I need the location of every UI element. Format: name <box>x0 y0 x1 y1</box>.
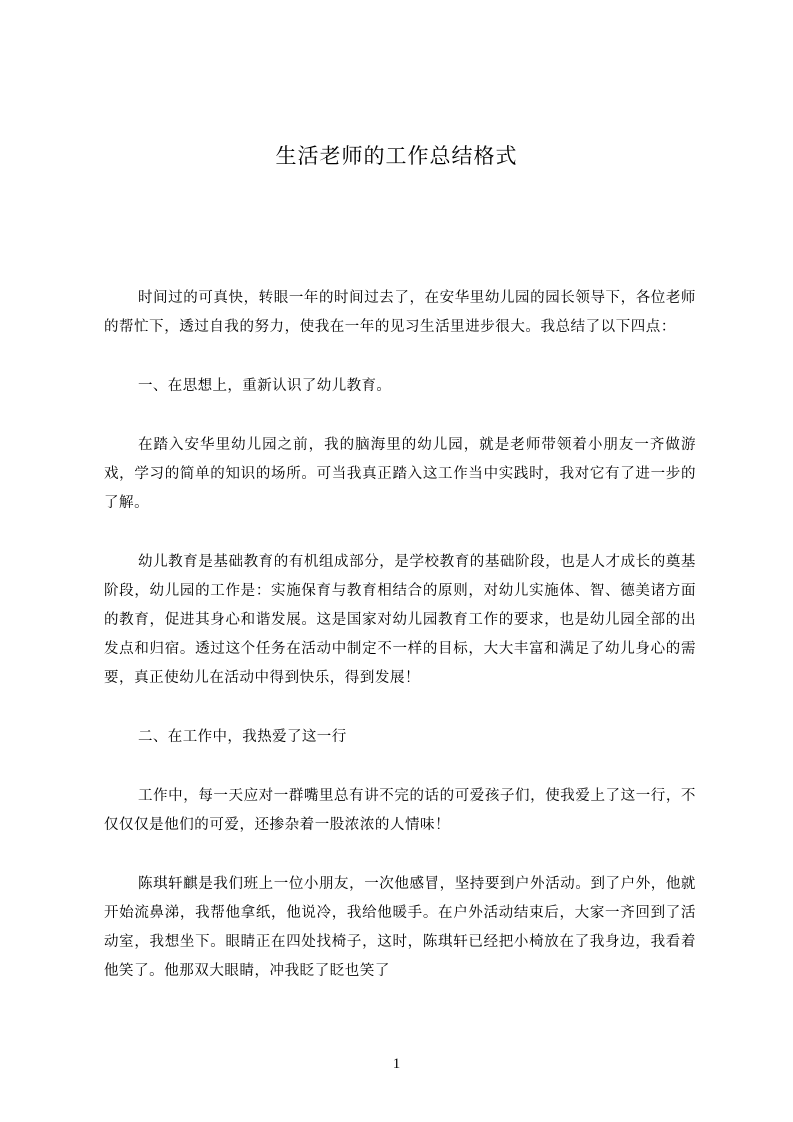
document-title: 生活老师的工作总结格式 <box>275 144 518 168</box>
paragraph-story: 陈琪轩麒是我们班上一位小朋友，一次他感冒，坚持要到户外活动。到了户外，他就开始流鼻涕，我帮他拿纸，他说冷，我给他暖手。在户外活动结束后，大家一齐回到了活动室，我想坐下。眼睛正在四处找椅子，这时，陈琪轩已经把小椅放在了我身边，我看着他笑了。他那双大眼睛，冲我眨了眨也笑了 <box>104 876 696 979</box>
document-body <box>104 284 696 986</box>
section-heading-2: 二、在工作中，我热爱了这一行 <box>138 729 347 745</box>
paragraph-intro: 时间过的可真快，转眼一年的时间过去了，在安华里幼儿园的园长领导下，各位老师的帮忙下，透过自我的努力，使我在一年的见习生活里进步很大。我总结了以下四点： <box>104 290 696 335</box>
paragraph-before-kindergarten: 在踏入安华里幼儿园之前，我的脑海里的幼儿园，就是老师带领着小朋友一齐做游戏，学习的简单的知识的场所。可当我真正踏入这工作当中实践时，我对它有了进一步的了解。 <box>104 437 696 511</box>
page-number: 1 <box>392 1056 401 1072</box>
paragraph-early-education: 幼儿教育是基础教育的有机组成部分，是学校教育的基础阶段，也是人才成长的奠基阶段，幼儿园的工作是：实施保育与教育相结合的原则，对幼儿实施体、智、德美诸方面的教育，促进其身心和谐发展。这是国家对幼儿园教育工作的要求，也是幼儿园全部的出发点和归宿。透过这个任务在活动中制定不一样的目标，大大丰富和满足了幼儿身心的需要，真正使幼儿在活动中得到快乐，得到发展！ <box>104 554 696 686</box>
section-heading-1: 一、在思想上，重新认识了幼儿教育。 <box>138 378 392 394</box>
paragraph-work: 工作中，每一天应对一群嘴里总有讲不完的话的可爱孩子们，使我爱上了这一行，不仅仅仅是他们的可爱，还掺杂着一股浓浓的人情味！ <box>104 788 696 833</box>
